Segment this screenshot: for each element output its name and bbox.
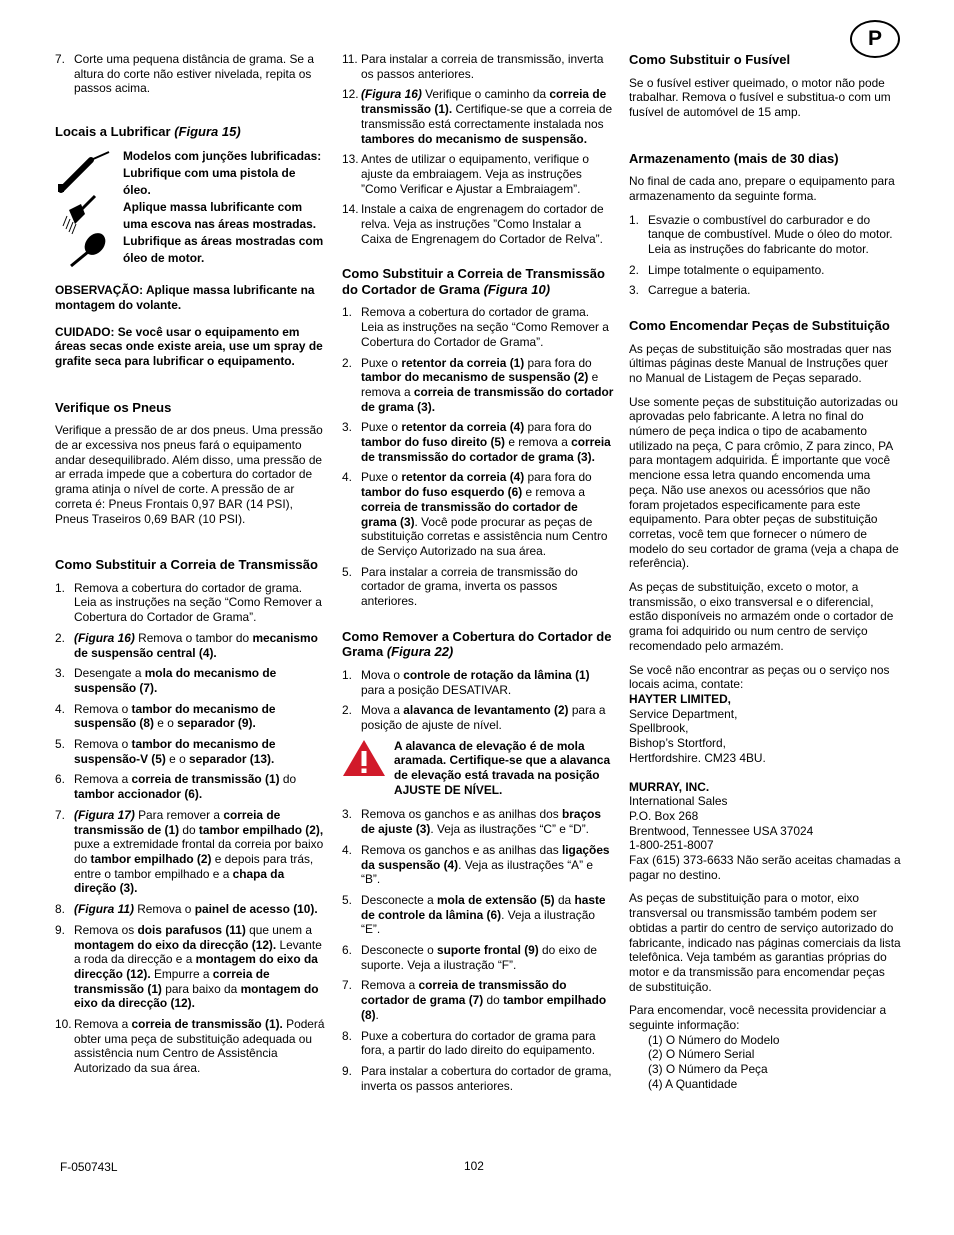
oil-gun-icon [58, 152, 109, 192]
deck-steps [342, 668, 614, 733]
list-item [342, 978, 614, 1022]
address-line: Fax (615) 373-6633 Não serão aceitas chamadas a pagar no destino. [629, 853, 901, 882]
fuse-heading: Como Substituir o Fusível [629, 52, 791, 67]
step-number: 3. [629, 283, 639, 298]
list-item [342, 807, 614, 836]
list-item [342, 470, 614, 558]
list-item [55, 666, 325, 695]
order-info-list [629, 1033, 901, 1092]
step-text: Mova a alavanca de levantamento (2) para a posição de ajuste de nível. [361, 703, 606, 732]
list-item [55, 737, 325, 766]
step-text: Desconecte o suporte frontal (9) do eixo de suporte. Veja a ilustração “F”. [361, 943, 597, 972]
deck-heading [342, 629, 614, 660]
tires-heading: Verifique os Pneus [55, 399, 172, 415]
step-number: 3. [55, 666, 65, 681]
step-number: 4. [55, 701, 65, 716]
step-text: Remova os dois parafusos (11) que unem a montagem do eixo da direcção (12). Levante a roda da direcção e a montagem do eixo da direcção (12). Empurre a correia de transmissão (1) para baixo da montagem do eixo da direcção (12). [74, 922, 322, 1011]
step-number: 3. [342, 420, 352, 435]
step-text: Desconecte a mola de extensão (5) da haste de controle da lâmina (6). Veja a ilustração “E”. [361, 892, 606, 937]
fuse-text: Se o fusível estiver queimado, o motor não pode trabalhar. Remova o fusível e substitua-o com um fusível de automóvel de 15 amp. [629, 75, 891, 119]
drive-belt-steps-cont [342, 52, 614, 246]
parts-heading: Como Encomendar Peças de Substituição [629, 318, 890, 334]
list-item [55, 581, 325, 625]
step-number: 7. [342, 978, 352, 993]
step-text: Remova a correia de transmissão (1) do tambor accionador (6). [74, 772, 297, 802]
step-text: (Figura 16) Remova o tambor do mecanismo de suspensão central (4). [74, 630, 318, 660]
list-item: (1) O Número do Modelo [648, 1032, 780, 1047]
hayter-address [629, 707, 901, 766]
page-number: 102 [464, 1159, 484, 1173]
list-item [55, 631, 325, 660]
lubricate-heading [55, 124, 325, 140]
list-item [342, 565, 614, 609]
figure-ref: (Figura 22) [386, 644, 454, 660]
list-item [629, 283, 901, 298]
list-item [342, 202, 614, 246]
caution-text: CUIDADO: Se você usar o equipamento em áreas secas onde existe areia, use um spray de grafite seca para lubrificar o equipamento. [55, 324, 323, 369]
step-number: 12. [342, 87, 359, 102]
step-text: Remova a correia de transmissão do cortador de grama (7) do tambor empilhado (8). [361, 978, 607, 1022]
list-item [55, 772, 325, 801]
list-item [342, 356, 614, 415]
column-2 [342, 52, 614, 1099]
list-item [342, 893, 614, 937]
column-3 [629, 52, 901, 1092]
list-item [342, 943, 614, 972]
list-item: (2) O Número Serial [648, 1047, 755, 1062]
murray-address [629, 794, 901, 882]
list-item [629, 263, 901, 278]
list-item [55, 808, 325, 896]
list-item [342, 52, 614, 81]
address-line: Service Department, [629, 706, 738, 721]
step-text: Remova os ganchos e as anilhas dos braços de ajuste (3). Veja as ilustrações “C” e “D”. [361, 807, 601, 837]
lubrication-text [123, 148, 325, 272]
step-number: 1. [342, 667, 352, 682]
step-number: 2. [342, 355, 352, 370]
lub-line-oil-gun: Modelos com junções lubrificadas: Lubrifique com uma pistola de óleo. [123, 148, 322, 197]
step-number: 6. [342, 943, 352, 958]
heading-text: Locais a Lubrificar [55, 124, 175, 140]
language-badge: P [850, 20, 900, 58]
parts-paragraph: Se você não encontrar as peças ou o serviço nos locais acima, contate: [629, 662, 890, 692]
step-number: 1. [629, 212, 639, 227]
storage-text: No final de cada ano, prepare o equipamento para armazenamento da seguinte forma. [629, 174, 895, 203]
tires-text: Verifique a pressão de ar dos pneus. Uma pressão de ar excessiva nos pneus fará o equipamento andar desequilibrado. Além disso, uma pressão de ar errada impede que a cobertura do cortador de grama atinja o nível de corte. A pressão de ar correta é: Pneus Frontais 0,97 BAR (14 PSI), Pneus Traseiros 0,69 BAR (10 PSI). [55, 423, 323, 526]
heading-text: Como Remover a Cobertura do Cortador de Grama [342, 628, 612, 660]
step-text: Remova a cobertura do cortador de grama. Leia as instruções na seção “Como Remover a Cobertura do Cortador de Grama”. [74, 580, 322, 625]
list-item [342, 305, 614, 349]
list-item [342, 420, 614, 464]
step-number: 14. [342, 202, 359, 217]
list-item [342, 152, 614, 196]
step-text: Corte uma pequena distância de grama. Se a altura do corte não estiver nivelada, repita os passos acima. [74, 52, 314, 96]
step-text: Limpe totalmente o equipamento. [648, 262, 825, 277]
step-number: 2. [629, 262, 639, 277]
address-line: International Sales [629, 794, 728, 809]
step-text: Remova o tambor do mecanismo de suspensão (8) e o separador (9). [74, 701, 276, 731]
warning-text: A alavanca de elevação é de mola aramada. Certifique-se que a alavanca de elevação está travada na posição AJUSTE DE NÍVEL. [394, 738, 611, 797]
list-item [55, 1017, 325, 1076]
document-code: F-050743L [60, 1160, 118, 1174]
list-item [55, 902, 325, 917]
grease-brush-icon [63, 196, 95, 234]
step-number: 11. [342, 52, 358, 66]
step-text: Esvazie o combustível do carburador e do tanque de combustível. Mude o óleo do motor. Leia as instruções do fabricante do motor. [648, 212, 893, 256]
warning-box [342, 739, 614, 798]
list-item [342, 668, 614, 697]
list-item: (4) A Quantidade [648, 1076, 738, 1091]
storage-steps [629, 213, 901, 299]
step-text: Puxe a cobertura do cortador de grama para fora, a partir do lado direito do equipamento. [361, 1028, 596, 1058]
step-text: Remova o tambor do mecanismo de suspensão-V (5) e o separador (13). [74, 737, 276, 766]
warning-triangle-icon [342, 739, 386, 777]
step-text: Puxe o retentor da correia (4) para fora do tambor do fuso direito (5) e remova a correia de transmissão do cortador de grama (3). [361, 420, 611, 464]
step-number: 2. [342, 703, 352, 718]
step-number: 8. [342, 1028, 352, 1043]
step-list [55, 52, 325, 96]
step-text: Desengate a mola do mecanismo de suspensão (7). [74, 666, 277, 695]
step-number: 13. [342, 152, 359, 167]
step-number: 4. [342, 470, 352, 485]
mower-belt-steps [342, 305, 614, 608]
list-item [342, 1029, 614, 1058]
step-number: 1. [342, 305, 352, 320]
address-line: Bishop’s Stortford, [629, 736, 726, 751]
lub-line-motor-oil: Lubrifique as áreas mostradas com óleo de motor. [123, 233, 324, 265]
oil-gun-icon [55, 148, 117, 268]
step-number: 10. [55, 1017, 72, 1032]
parts-paragraph: As peças de substituição, exceto o motor, a transmissão, o eixo transversal e o diferencial, estão disponíveis no armazém onde o cortador de grama foi adquirido ou num centro de serviço recomendado pelo armazém. [629, 580, 894, 653]
address-line: Brentwood, Tennessee USA 37024 [629, 823, 814, 838]
step-text: (Figura 17) Para remover a correia de transmissão de (1) do tambor empilhado (2), puxe a extremidade frontal da correia por baixo do tambor empilhado (2) e depois para trás, entre o tambor empilhado e a chapa da direção (3). [74, 807, 324, 896]
step-text: (Figura 11) Remova o painel de acesso (10). [74, 902, 318, 917]
column-1 [55, 52, 325, 1082]
step-number: 8. [55, 902, 65, 917]
step-number: 7. [55, 807, 65, 822]
mower-belt-heading [342, 266, 614, 297]
oil-can-icon [71, 229, 110, 266]
parts-paragraph: Para encomendar, você necessita providenciar a seguinte informação: [629, 1003, 887, 1033]
step-text: Antes de utilizar o equipamento, verifique o ajuste da embraiagem. Veja as instruções ”Como Verificar e Ajustar a Embraiagem”. [361, 152, 590, 196]
step-text: Puxe o retentor da correia (4) para fora do tambor do fuso esquerdo (6) e remova a correia de transmissão do cortador de grama (3). Você pode procurar as peças de substituição corretas e assistência num Centro de Serviço Autorizado na sua área. [361, 470, 608, 558]
step-number: 9. [55, 922, 65, 937]
step-text: Puxe o retentor da correia (1) para fora do tambor do mecanismo de suspensão (2) e remova a correia de transmissão do cortador de grama (3). [361, 355, 614, 414]
list-item [342, 703, 614, 732]
list-item [629, 213, 901, 257]
step-number: 7. [55, 52, 65, 66]
lub-line-grease: Aplique massa lubrificante com uma escova nas áreas mostradas. [123, 199, 317, 231]
list-item [55, 702, 325, 731]
murray-name: MURRAY, INC. [629, 779, 710, 794]
step-number: 2. [55, 630, 65, 645]
step-text: Mova o controle de rotação da lâmina (1) para a posição DESATIVAR. [361, 667, 590, 697]
hayter-name: HAYTER LIMITED, [629, 692, 731, 706]
step-number: 5. [55, 737, 65, 752]
step-text: Remova os ganchos e as anilhas das ligações da suspensão (4). Veja as ilustrações “A” e “B”. [361, 842, 610, 887]
step-text: (Figura 16) Verifique o caminho da correia de transmissão (1). Certifique-se que a correia de transmissão está correctamente instalada nos tambores do mecanismo de suspensão. [361, 87, 613, 146]
figure-ref: (Figura 10) [483, 281, 551, 297]
list-item [342, 1064, 614, 1093]
step-number: 9. [342, 1063, 352, 1078]
heading-text: Como Substituir a Correia de Transmissão do Cortador de Grama [342, 266, 605, 297]
step-text: Instale a caixa de engrenagem do cortador de relva. Veja as instruções ”Como Instalar a Caixa de Engrenagem do Cortador de Relva”. [361, 202, 604, 246]
list-item [55, 52, 325, 96]
drive-belt-heading: Como Substituir a Correia de Transmissão [55, 557, 318, 573]
step-text: Para instalar a cobertura do cortador de grama, inverta os passos anteriores. [361, 1063, 612, 1093]
address-line: P.O. Box 268 [629, 808, 699, 823]
step-number: 4. [342, 842, 352, 857]
deck-steps-cont [342, 807, 614, 1093]
step-text: Para instalar a correia de transmissão, inverta os passos anteriores. [361, 52, 604, 81]
step-number: 1. [55, 580, 65, 595]
storage-heading: Armazenamento (mais de 30 dias) [629, 150, 839, 166]
lubrication-icons [55, 148, 123, 272]
address-line: Hertfordshire. CM23 4BU. [629, 750, 766, 765]
list-item [342, 843, 614, 887]
list-item [342, 87, 614, 146]
figure-ref: (Figura 15) [174, 124, 241, 140]
step-text: Carregue a bateria. [648, 283, 751, 298]
step-text: Remova a correia de transmissão (1). Poderá obter uma peça de substituição adequada ou assistência num Centro de Assistência Autorizado da sua área. [74, 1017, 325, 1076]
parts-paragraph: As peças de substituição para o motor, eixo transversal ou transmissão também podem ser obtidas a partir do centro de serviço autorizado do fabricante, indicado nas páginas comerciais da lista telefônica. Veja também as garantias próprias do motor e da transmissão para encomendar peças de substituição. [629, 891, 901, 994]
lubrication-legend [55, 148, 325, 272]
step-text: Para instalar a correia de transmissão do cortador de grama, inverta os passos anteriores. [361, 564, 578, 609]
step-number: 6. [55, 772, 65, 787]
drive-belt-steps [55, 581, 325, 1076]
note-text: OBSERVAÇÃO: Aplique massa lubrificante na montagem do volante. [55, 283, 315, 313]
list-item [55, 923, 325, 1011]
step-number: 3. [342, 807, 352, 822]
address-line: Spellbrook, [629, 721, 689, 736]
step-text: Remova a cobertura do cortador de grama. Leia as instruções na seção “Como Remover a Cobertura do Cortador de Grama”. [361, 305, 609, 349]
step-number: 5. [342, 892, 352, 907]
step-number: 5. [342, 564, 352, 579]
parts-paragraph: Use somente peças de substituição autorizadas ou aprovadas pelo fabricante. A letra no final do número de peça indica o tipo de acabamento utilizado na peça, C para crômio, Z para zinco, PA para montagem adquirida. É importante que você mencione essa letra quando encomenda uma peça. Não use anexos ou acessórios que não foram projetados especificamente para este equipamento. Para obter peças de substituição corretas, você tem que fornecer o número de modelo do seu cortador de grama (veja a chapa de referência). [629, 394, 899, 571]
list-item: (3) O Número da Peça [648, 1062, 768, 1077]
address-line: 1-800-251-8007 [629, 838, 714, 853]
parts-paragraph: As peças de substituição são mostradas quer nas últimas páginas deste Manual de Instruções quer no Manual de Listagem de Peças separado. [629, 341, 892, 385]
